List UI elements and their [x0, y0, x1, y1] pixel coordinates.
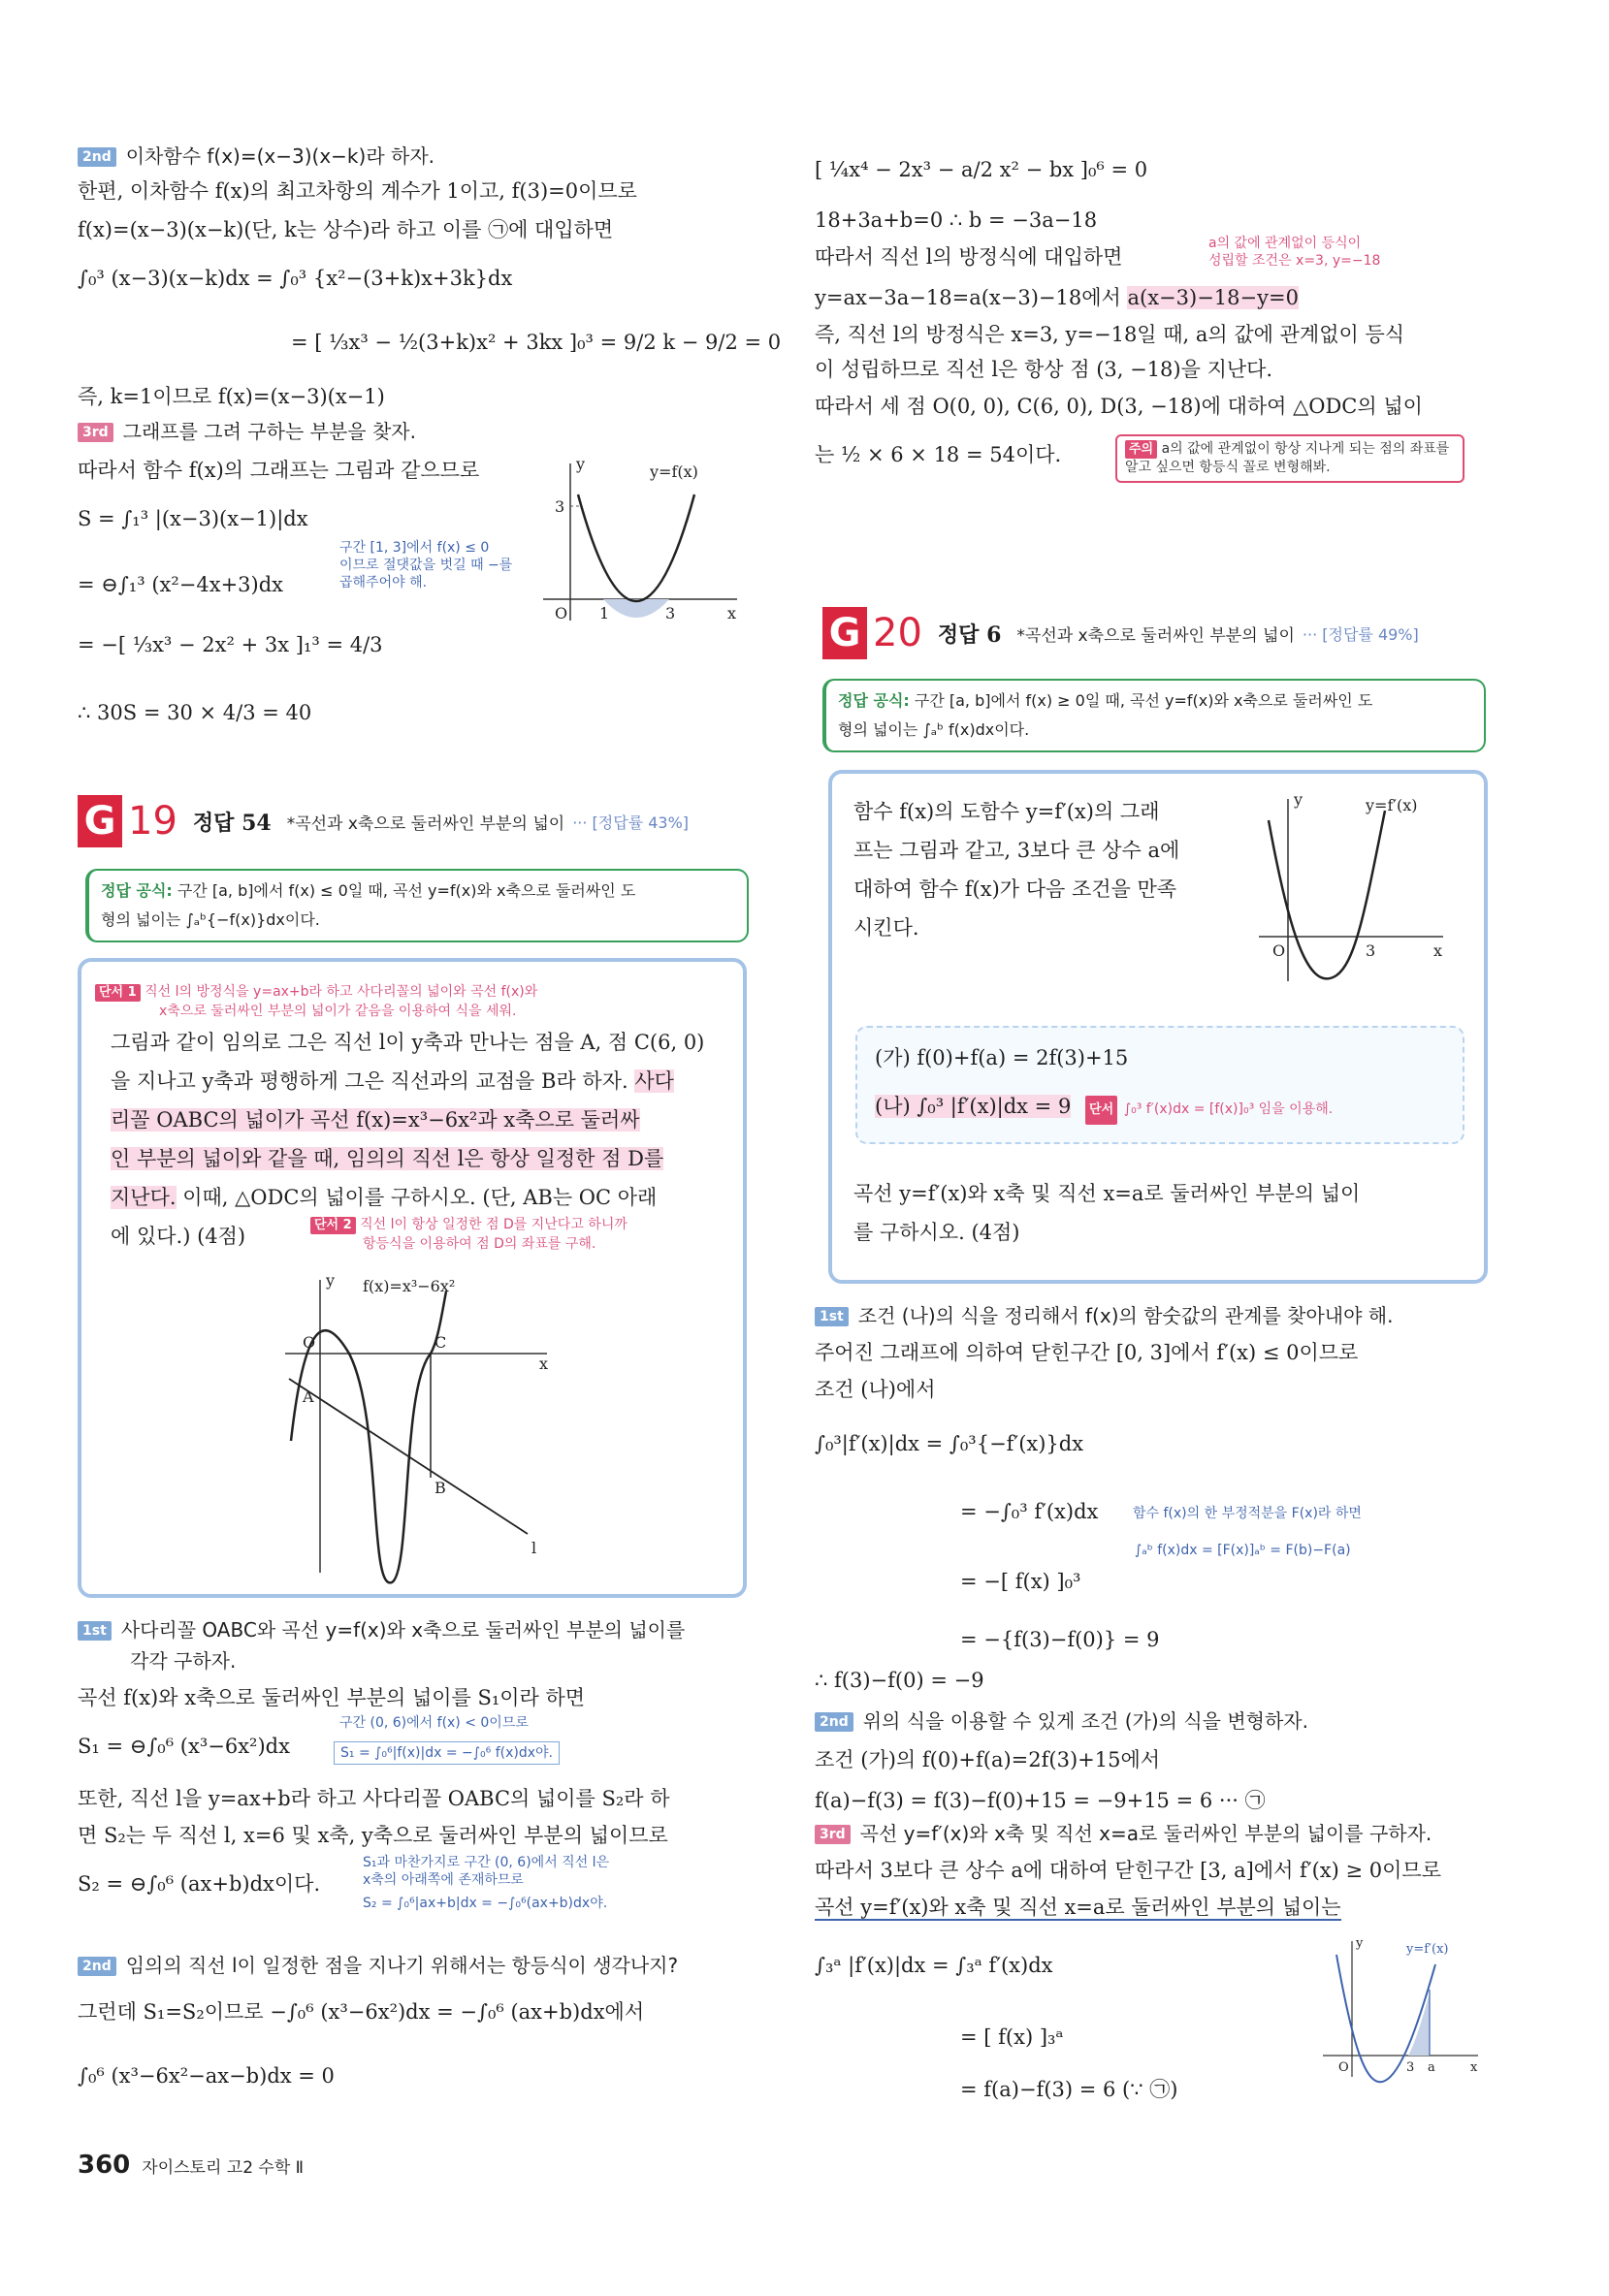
line-l	[289, 1379, 528, 1534]
axis-label: x	[539, 1355, 549, 1373]
curve-label: y=f′(x)	[1366, 796, 1418, 814]
step2-heading: 2nd 이차함수 f(x)=(x−3)(x−k)라 하자.	[78, 142, 434, 171]
math-line: ∫₃ᵃ |f′(x)|dx = ∫₃ᵃ f′(x)dx	[815, 1954, 1053, 1977]
text-line: 지난다. 이때, △ODC의 넓이를 구하시오. (단, AB는 OC 아래	[111, 1186, 658, 1209]
clue-1: 단서 1 직선 l의 방정식을 y=ax+b라 하고 사다리꼴의 넓이와 곡선 f(x)와	[95, 983, 537, 1002]
text-line: 대하여 함수 f(x)가 다음 조건을 만족	[853, 877, 1177, 901]
math-line: = ⊖∫₁³ (x²−4x+3)dx	[78, 573, 284, 596]
problem-number: 20	[873, 611, 922, 655]
text-line: 리꼴 OABC의 넓이가 곡선 f(x)=x³−6x²과 x축으로 둘러싸	[111, 1108, 640, 1132]
math-line: = −[ f(x) ]₀³	[960, 1570, 1081, 1593]
math-line: = [ f(x) ]₃ᵃ	[960, 2025, 1064, 2049]
line-label: l	[531, 1539, 537, 1557]
text-line: 함수 f(x)의 도함수 y=f′(x)의 그래	[853, 800, 1160, 823]
tick-label: 1	[599, 604, 610, 622]
math-line: = −[ ⅓x³ − 2x² + 3x ]₁³ = 4/3	[78, 633, 383, 656]
step-tag: 1st	[815, 1307, 849, 1326]
problem-g19-title	[78, 795, 689, 847]
origin-label: O	[555, 604, 568, 622]
hint-note: 함수 f(x)의 한 부정적분을 F(x)라 하면	[1133, 1506, 1362, 1521]
text-line: 면 S₂는 두 직선 l, x=6 및 x축, y축으로 둘러싸인 부분의 넓이므로	[78, 1824, 668, 1847]
math-line: y=ax−3a−18=a(x−3)−18에서 a(x−3)−18−y=0	[815, 286, 1299, 309]
tick-label: 3	[1406, 2060, 1415, 2075]
axis-label: x	[727, 604, 737, 622]
step-tag: 2nd	[78, 1957, 116, 1976]
text-line: 곡선 f(x)와 x축으로 둘러싸인 부분의 넓이를 S₁이라 하면	[78, 1686, 586, 1709]
math-line: = f(a)−f(3) = 6 (∵ ㉠)	[960, 2078, 1178, 2101]
math-line: S = ∫₁³ |(x−3)(x−1)|dx	[78, 507, 308, 530]
text-line: 프는 그림과 같고, 3보다 큰 상수 a에	[853, 839, 1180, 862]
origin-label: O	[1338, 2060, 1349, 2075]
clue-2: 단서 2 직선 l이 항상 일정한 점 D를 지난다고 하니까	[310, 1216, 628, 1234]
problem-badge: G	[78, 795, 122, 847]
text-line: 시킨다.	[853, 916, 919, 940]
text-line: 따라서 함수 f(x)의 그래프는 그림과 같으므로	[78, 459, 480, 482]
hint-note: ∫ₐᵇ f(x)dx = [F(x)]ₐᵇ = F(b)−F(a)	[1135, 1543, 1351, 1558]
step-tag: 3rd	[78, 423, 113, 442]
book-title: 자이스토리 고2 수학 Ⅱ	[142, 2158, 305, 2178]
cubic-graph	[285, 1272, 576, 1592]
clue-2-line: 항등식을 이용하여 점 D의 좌표를 구해.	[363, 1236, 596, 1252]
point-label: B	[434, 1479, 446, 1497]
tick-label: a	[1428, 2060, 1435, 2075]
answer: 정답 6	[937, 622, 1002, 648]
step2-heading: 2nd 위의 식을 이용할 수 있게 조건 (가)의 식을 변형하자.	[815, 1706, 1308, 1736]
problem-g20-title	[822, 607, 1419, 659]
point-label: C	[434, 1333, 447, 1352]
math-line: ∴ 30S = 30 × 4/3 = 40	[78, 701, 312, 724]
problem-number: 19	[128, 799, 177, 844]
curve-label: y=f(x)	[650, 462, 698, 481]
answer: 정답 54	[192, 810, 272, 836]
tick-label: 3	[665, 604, 676, 622]
derivative-graph	[1259, 791, 1453, 985]
math-line: 18+3a+b=0 ∴ b = −3a−18	[815, 208, 1098, 232]
origin-label: O	[303, 1333, 316, 1352]
text-line: 즉, k=1이므로 f(x)=(x−3)(x−1)	[78, 385, 385, 408]
tick-label: 3	[1366, 941, 1376, 960]
text-line: 에 있다.) (4점)	[111, 1225, 246, 1248]
text-line: 따라서 세 점 O(0, 0), C(6, 0), D(3, −18)에 대하여 △ODC의 넓이	[815, 395, 1423, 418]
tick-label: 3	[555, 497, 565, 516]
math-line: f(a)−f(3) = f(3)−f(0)+15 = −9+15 = 6 ··· ㉠	[815, 1789, 1266, 1812]
math-line: ∫₀³|f′(x)|dx = ∫₀³{−f′(x)}dx	[815, 1432, 1084, 1455]
page-number: 360	[78, 2151, 131, 2180]
text-line: 그림과 같이 임의로 그은 직선 l이 y축과 만나는 점을 A, 점 C(6, 0)	[111, 1031, 705, 1054]
hint-note: S₁과 마찬가지로 구간 (0, 6)에서 직선 l은 x축의 아래쪽에 존재하므로 S₂ = ∫₀⁶|ax+b|dx = −∫₀⁶(ax+b)dx야.	[363, 1855, 610, 1911]
page-footer	[78, 2151, 304, 2180]
text-line: 한편, 이차함수 f(x)의 최고차항의 계수가 1이고, f(3)=0이므로	[78, 179, 637, 203]
math-line: ∫₀⁶ (x³−6x²−ax−b)dx = 0	[78, 2064, 335, 2088]
clue-1-line: x축으로 둘러싸인 부분의 넓이가 같음을 이용하여 식을 세워.	[159, 1004, 517, 1019]
hint-note: 구간 (0, 6)에서 f(x) < 0이므로	[339, 1715, 529, 1731]
problem-badge: G	[822, 607, 867, 659]
step1-heading: 1st 조건 (나)의 식을 정리해서 f(x)의 함숫값의 관계를 찾아내야 해.	[815, 1301, 1393, 1330]
step1-heading: 1st 사다리꼴 OABC와 곡선 y=f(x)와 x축으로 둘러싸인 부분의 넓이를	[78, 1615, 685, 1644]
point-label: A	[303, 1387, 314, 1406]
curve-label: f(x)=x³−6x²	[363, 1277, 456, 1295]
step2-heading: 2nd 임의의 직선 l이 일정한 점을 지나기 위해서는 항등식이 생각나지?	[78, 1951, 678, 1980]
text-line: 를 구하시오. (4점)	[853, 1221, 1020, 1244]
curve	[578, 494, 694, 601]
step-tag: 2nd	[78, 147, 116, 167]
text-line: 인 부분의 넓이와 같을 때, 임의의 직선 l은 항상 일정한 점 D를	[111, 1147, 664, 1170]
curve	[1336, 1955, 1435, 2082]
correct-rate: ··· [정답률 43%]	[572, 813, 690, 832]
problem-g20-box	[828, 770, 1488, 1284]
step1-heading-cont: 각각 구하자.	[130, 1649, 237, 1673]
step3-heading: 3rd 곡선 y=f′(x)와 x축 및 직선 x=a로 둘러싸인 부분의 넓이를 구하자.	[815, 1819, 1432, 1848]
math-line: 그런데 S₁=S₂이므로 −∫₀⁶ (x³−6x²)dx = −∫₀⁶ (ax+b)dx에서	[78, 2000, 645, 2024]
text-line: 이 성립하므로 직선 l은 항상 점 (3, −18)을 지난다.	[815, 358, 1273, 381]
formula-box: 정답 공식: 구간 [a, b]에서 f(x) ≤ 0일 때, 곡선 y=f(x)와 x축으로 둘러싸인 도 형의 넓이는 ∫ₐᵇ{−f(x)}dx이다.	[85, 869, 749, 942]
math-line: [ ¼x⁴ − 2x³ − a/2 x² − bx ]₀⁶ = 0	[815, 158, 1148, 181]
area-graph	[1323, 1935, 1488, 2081]
text-line: 주어진 그래프에 의하여 닫힌구간 [0, 3]에서 f′(x) ≤ 0이므로	[815, 1341, 1359, 1364]
topic: *곡선과 x축으로 둘러싸인 부분의 넓이	[1016, 625, 1295, 646]
hint-note: S₁ = ∫₀⁶|f(x)|dx = −∫₀⁶ f(x)dx야.	[334, 1741, 560, 1765]
text-line: 곡선 y=f′(x)와 x축 및 직선 x=a로 둘러싸인 부분의 넓이는	[815, 1896, 1341, 1919]
math-line: ∫₀³ (x−3)(x−k)dx = ∫₀³ {x²−(3+k)x+3k}dx	[78, 267, 513, 290]
text-line: 조건 (나)에서	[815, 1378, 936, 1401]
math-line: S₁ = ⊖∫₀⁶ (x³−6x²)dx	[78, 1735, 290, 1758]
shaded-region	[1408, 1993, 1430, 2056]
math-line: ∴ f(3)−f(0) = −9	[815, 1669, 984, 1692]
hint-note: 구간 [1, 3]에서 f(x) ≤ 0 이므로 절댓값을 벗길 때 −를 곱해주어야 해.	[339, 540, 513, 590]
text-line: 조건 (가)의 f(0)+f(a)=2f(3)+15에서	[815, 1748, 1161, 1771]
step-tag: 1st	[78, 1621, 112, 1641]
math-line: S₂ = ⊖∫₀⁶ (ax+b)dx이다.	[78, 1872, 321, 1896]
axis-label: x	[1433, 941, 1443, 960]
axis-label: y	[1294, 790, 1303, 809]
axis-label: y	[326, 1271, 336, 1290]
text-line: f(x)=(x−3)(x−k)(단, k는 상수)라 하고 이를 ㉠에 대입하면	[78, 218, 614, 241]
math-line: = −{f(3)−f(0)} = 9	[960, 1628, 1160, 1651]
parabola-graph	[543, 456, 737, 630]
step3-heading: 3rd 그래프를 그려 구하는 부분을 찾자.	[78, 417, 416, 446]
problem-g19-box	[78, 958, 747, 1598]
text-line: 곡선 y=f′(x)와 x축 및 직선 x=a로 둘러싸인 부분의 넓이	[853, 1182, 1361, 1205]
condition-box	[855, 1026, 1464, 1144]
correct-rate: ··· [정답률 49%]	[1302, 624, 1419, 644]
text-line: 즉, 직선 l의 방정식은 x=3, y=−18일 때, a의 값에 관계없이 등식	[815, 323, 1405, 346]
math-line: 는 ½ × 6 × 18 = 54이다.	[815, 443, 1062, 466]
text-line: 따라서 3보다 큰 상수 a에 대하여 닫힌구간 [3, a]에서 f′(x) ≥ 0이므로	[815, 1859, 1441, 1882]
condition-a: (가) f(0)+f(a) = 2f(3)+15	[875, 1046, 1129, 1069]
step-tag: 2nd	[815, 1712, 853, 1732]
text-line: 을 지나고 y축과 평행하게 그은 직선과의 교점을 B라 하자. 사다	[111, 1069, 674, 1093]
text-line: 또한, 직선 l을 y=ax+b라 하고 사다리꼴 OABC의 넓이를 S₂라 하	[78, 1787, 670, 1810]
axis-label: x	[1470, 2060, 1478, 2075]
origin-label: O	[1272, 941, 1286, 960]
axis-label: y	[576, 455, 586, 473]
formula-box: 정답 공식: 구간 [a, b]에서 f(x) ≥ 0일 때, 곡선 y=f(x)와 x축으로 둘러싸인 도 형의 넓이는 ∫ₐᵇ f(x)dx이다.	[822, 679, 1486, 752]
hint-note: a의 값에 관계없이 등식이 성립할 조건은 x=3, y=−18	[1208, 236, 1381, 269]
text-line: 따라서 직선 l의 방정식에 대입하면	[815, 245, 1123, 269]
caution-note: 주의 a의 값에 관계없이 항상 지나게 되는 점의 좌표를 알고 싶으면 항등식 꼴로 변형해봐.	[1115, 434, 1464, 483]
math-line: = −∫₀³ f′(x)dx	[960, 1500, 1099, 1523]
condition-b: (나) ∫₀³ |f′(x)|dx = 9 단서 ∫₀³ f′(x)dx = [f(x)]₀³ 임을 이용해.	[875, 1092, 1333, 1125]
curve-label: y=f′(x)	[1406, 1942, 1449, 1957]
step-tag: 3rd	[815, 1825, 851, 1844]
axis-label: y	[1356, 1936, 1364, 1951]
math-line: = [ ⅓x³ − ½(3+k)x² + 3kx ]₀³ = 9/2 k − 9/2 = 0	[291, 331, 782, 354]
topic: *곡선과 x축으로 둘러싸인 부분의 넓이	[286, 813, 565, 834]
